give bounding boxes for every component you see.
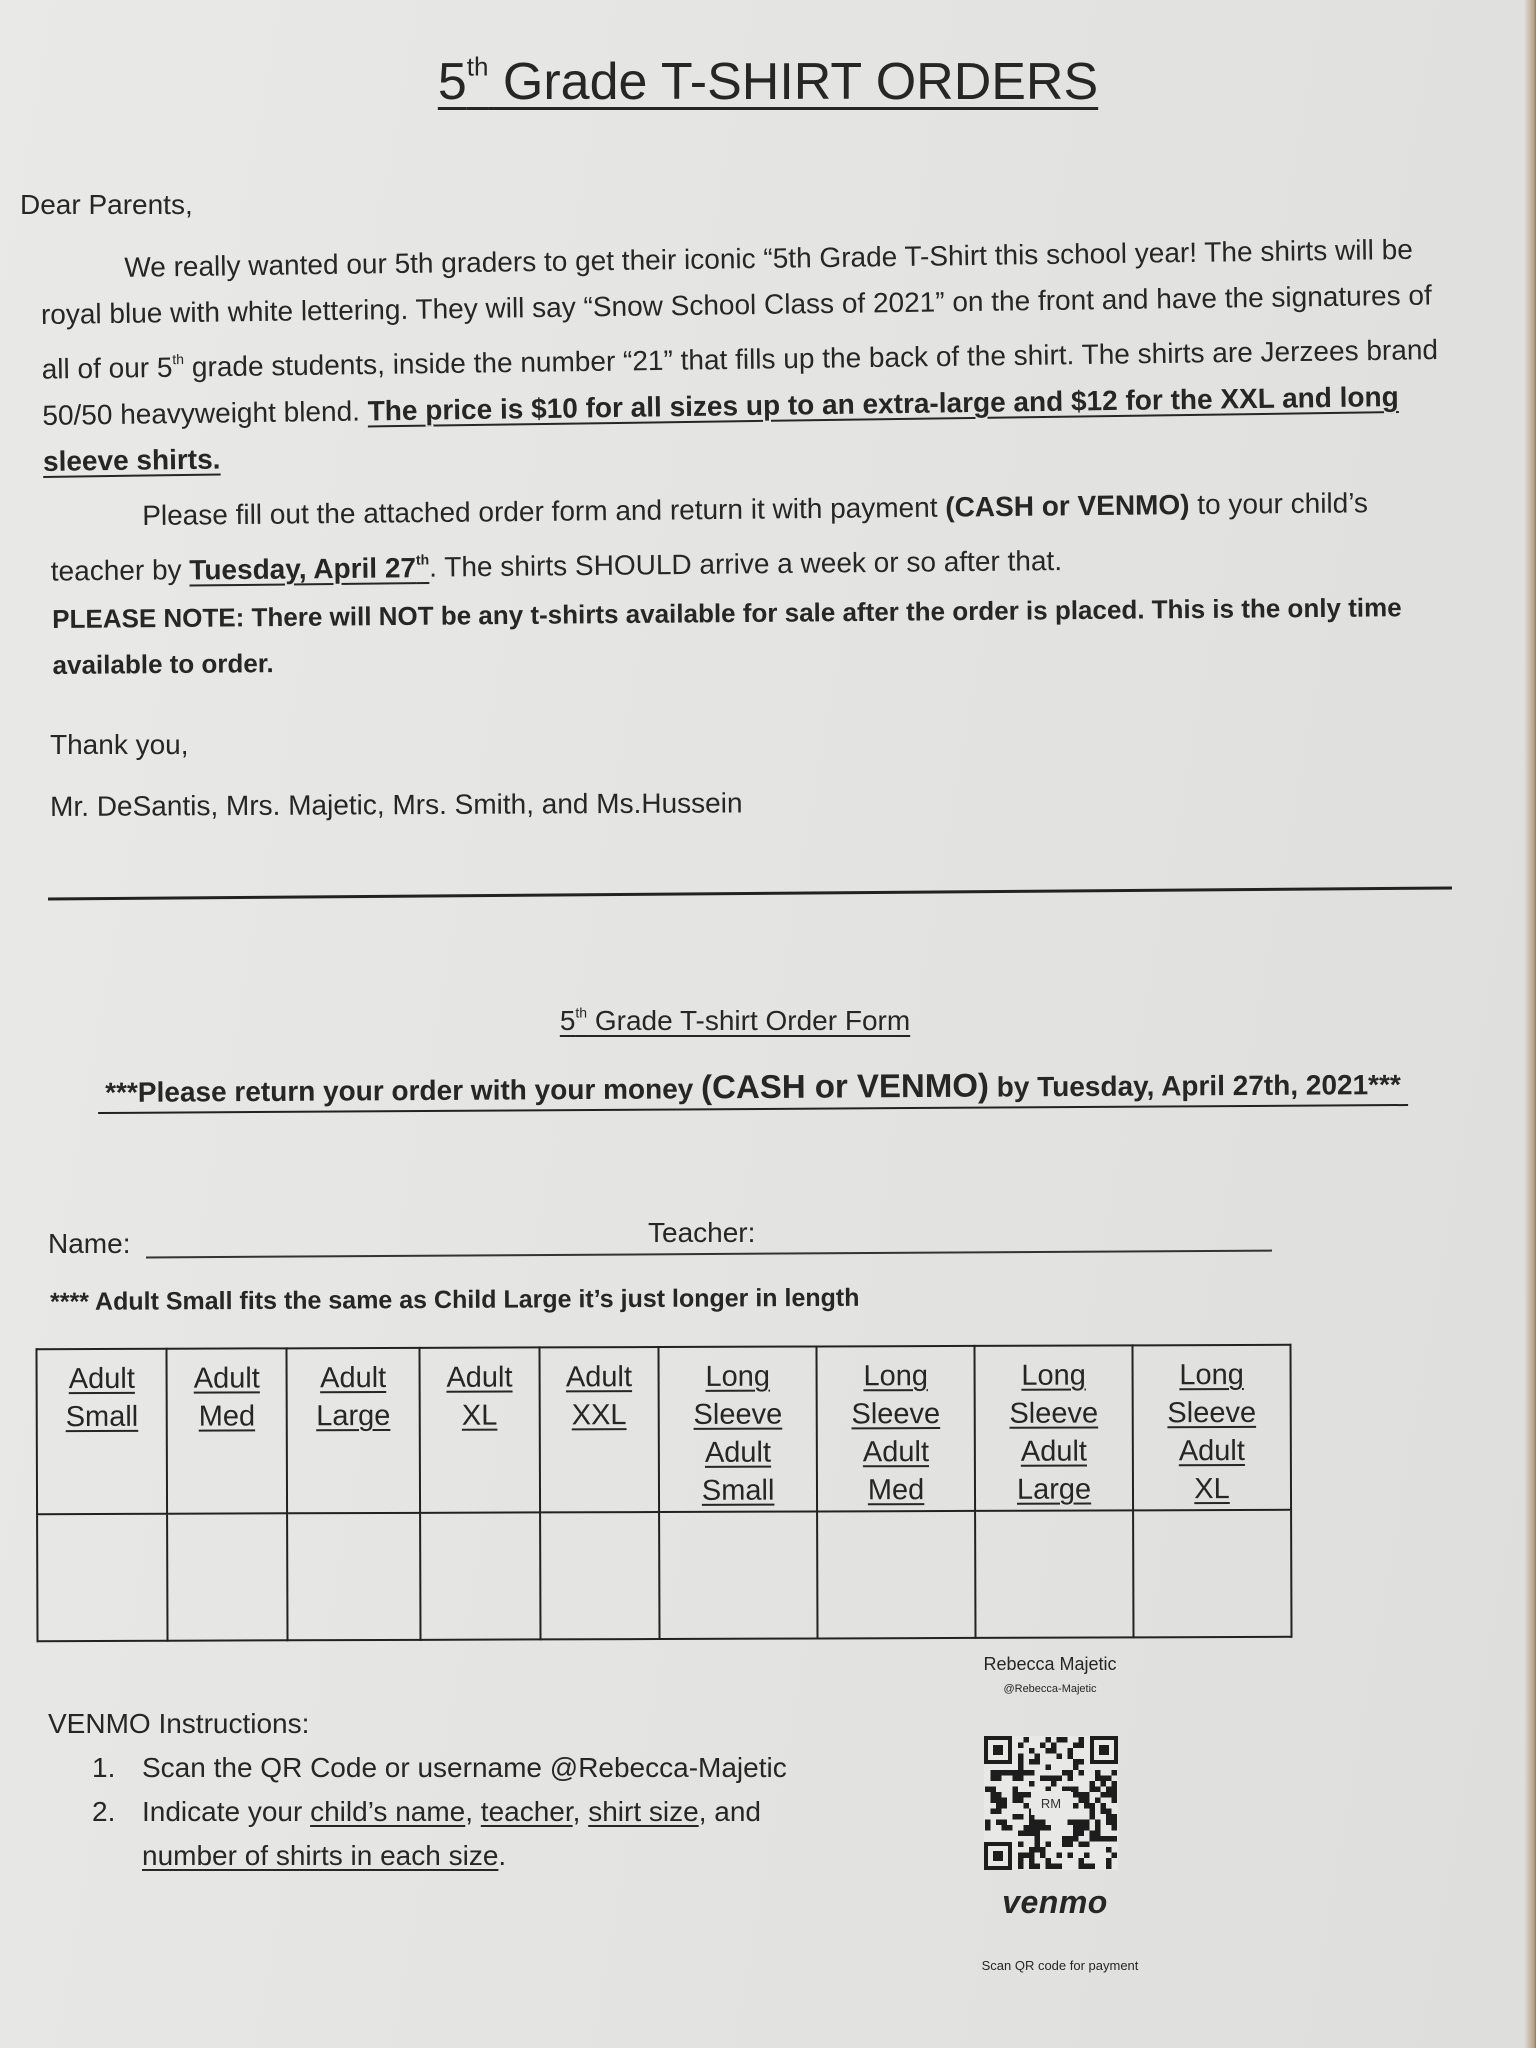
- qr-module: [1090, 1787, 1096, 1793]
- qr-module: [1112, 1853, 1118, 1859]
- qr-module: [1079, 1770, 1085, 1776]
- size-column-header: [36, 1349, 167, 1514]
- qr-module: [991, 1792, 997, 1798]
- qr-module: [1035, 1820, 1041, 1826]
- qr-module: [985, 1825, 991, 1831]
- qr-module: [996, 1792, 1002, 1798]
- qr-module: [996, 1803, 1002, 1809]
- qr-module: [1062, 1842, 1068, 1848]
- qr-module: [1035, 1831, 1041, 1837]
- qr-module: [1018, 1792, 1024, 1798]
- qr-module: [1090, 1803, 1096, 1809]
- qr-module: [1084, 1853, 1090, 1859]
- qr-module: [1029, 1759, 1035, 1765]
- qr-module: [1007, 1825, 1013, 1831]
- qr-module: [1013, 1814, 1019, 1820]
- order-form-title: 5th Grade T-shirt Order Form: [559, 1004, 911, 1036]
- qr-module: [1079, 1831, 1085, 1837]
- qr-module: [1112, 1792, 1118, 1798]
- qr-module: [1106, 1836, 1112, 1842]
- qr-module: [1013, 1776, 1019, 1782]
- qr-module: [1101, 1809, 1107, 1815]
- qr-module: [1084, 1798, 1090, 1804]
- qr-module: [1090, 1836, 1096, 1842]
- qr-module: [1018, 1776, 1024, 1782]
- size-label-line: Sleeve: [851, 1398, 941, 1431]
- qr-module: [1046, 1864, 1052, 1870]
- qr-module: [1040, 1820, 1046, 1826]
- quantity-cell[interactable]: [37, 1514, 168, 1641]
- teacher-label: Teacher:: [648, 1217, 756, 1248]
- size-label-line: Sleeve: [693, 1398, 783, 1431]
- due-date: Tuesday, April 27th: [189, 551, 430, 586]
- qr-module: [1095, 1798, 1101, 1804]
- qr-module: [1018, 1798, 1024, 1804]
- size-column-header: [817, 1346, 976, 1512]
- qr-module: [1051, 1776, 1057, 1782]
- qr-module: [1079, 1858, 1085, 1864]
- qr-module: [1040, 1853, 1046, 1859]
- qr-module: [1112, 1798, 1118, 1804]
- size-label-line: Large: [316, 1399, 391, 1433]
- letter-paragraph-2: Please fill out the attached order form and return it with payment (CASH or VENMO) to your child’s teacher by Tuesday, April 27th. The shirts SHOULD arrive a week or so after that.: [50, 487, 1369, 587]
- return-instruction: ***Please return your order with your money (CASH or VENMO) by Tuesday, April 27th, 2021***: [98, 1064, 1408, 1114]
- qr-module: [996, 1809, 1002, 1815]
- qr-module: [1084, 1820, 1090, 1826]
- qr-module: [1090, 1781, 1096, 1787]
- size-label-line: Med: [198, 1400, 256, 1433]
- qr-module: [1040, 1776, 1046, 1782]
- qr-module: [1112, 1820, 1118, 1826]
- qr-module: [1002, 1798, 1008, 1804]
- qr-module: [1002, 1820, 1008, 1826]
- size-label-line: Adult: [320, 1361, 387, 1395]
- qr-module: [1112, 1836, 1118, 1842]
- qr-module: [1079, 1798, 1085, 1804]
- qr-module: [1013, 1787, 1019, 1793]
- quantity-entry-row: [37, 1510, 1291, 1641]
- qr-module: [1073, 1765, 1079, 1771]
- size-column-header: [659, 1346, 818, 1512]
- qr-module: [1057, 1754, 1063, 1760]
- qr-module: [1095, 1787, 1101, 1793]
- size-label-line: Adult: [862, 1436, 930, 1469]
- qr-module: [1073, 1743, 1079, 1749]
- cut-line: [48, 886, 1452, 900]
- qr-module: [1073, 1825, 1079, 1831]
- qr-module: [1106, 1776, 1112, 1782]
- qr-module: [1073, 1759, 1079, 1765]
- qr-module: [1018, 1853, 1024, 1859]
- name-teacher-line[interactable]: [146, 1250, 1272, 1259]
- quantity-cell[interactable]: [817, 1511, 975, 1639]
- qr-module: [1073, 1836, 1079, 1842]
- qr-module: [1095, 1770, 1101, 1776]
- qr-module: [1106, 1864, 1112, 1870]
- qr-module: [1024, 1831, 1030, 1837]
- size-label-line: Small: [65, 1400, 139, 1434]
- size-label-line: XL: [1194, 1473, 1230, 1506]
- qr-module: [1029, 1781, 1035, 1787]
- qr-module: [1024, 1803, 1030, 1809]
- qr-module: [1084, 1803, 1090, 1809]
- qr-module: [1079, 1842, 1085, 1848]
- qr-module: [1018, 1770, 1024, 1776]
- venmo-step-1: 1. Scan the QR Code or username @Rebecca-Majetic: [92, 1752, 787, 1783]
- qr-module: [1079, 1737, 1085, 1743]
- qr-module: [996, 1776, 1002, 1782]
- qr-module: [1106, 1809, 1112, 1815]
- qr-module: [1073, 1831, 1079, 1837]
- qr-module: [1024, 1737, 1030, 1743]
- qr-module: [1018, 1831, 1024, 1837]
- qr-module: [1079, 1864, 1085, 1870]
- qr-module: [985, 1820, 991, 1826]
- qr-module: [1084, 1864, 1090, 1870]
- qr-module: [996, 1798, 1002, 1804]
- qr-module: [1090, 1864, 1096, 1870]
- qr-module: [1029, 1820, 1035, 1826]
- qr-module: [1018, 1754, 1024, 1760]
- qr-module: [1018, 1858, 1024, 1864]
- qr-module: [1068, 1836, 1074, 1842]
- qr-module: [1095, 1831, 1101, 1837]
- qr-module: [1029, 1831, 1035, 1837]
- size-label-line: XL: [461, 1399, 498, 1432]
- quantity-cell[interactable]: [287, 1513, 421, 1640]
- letter-thanks: Thank you,: [50, 729, 189, 760]
- qr-module: [1095, 1836, 1101, 1842]
- size-label-line: Med: [867, 1474, 925, 1507]
- qr-module: [1029, 1770, 1035, 1776]
- qr-module: [1073, 1803, 1079, 1809]
- paper-edge-shadow: [1524, 0, 1536, 2048]
- quantity-cell[interactable]: [975, 1510, 1133, 1638]
- qr-module: [1112, 1825, 1118, 1831]
- size-label-line: Adult: [68, 1362, 135, 1396]
- qr-module: [1101, 1781, 1107, 1787]
- venmo-step-2: 2. Indicate your child’s name, teacher, shirt size, and: [92, 1796, 761, 1827]
- qr-module: [1101, 1803, 1107, 1809]
- qr-module: [1002, 1770, 1008, 1776]
- size-column-header: [286, 1348, 420, 1513]
- price-statement: The price is $10 for all sizes up to an extra-large and $12 for the XXL and long sleeve shirts.: [42, 380, 1399, 477]
- qr-module: [1090, 1814, 1096, 1820]
- qr-module: [1035, 1847, 1041, 1853]
- qr-module: [1046, 1858, 1052, 1864]
- qr-module: [1018, 1765, 1024, 1771]
- qr-module: [1079, 1825, 1085, 1831]
- qr-module: [1079, 1820, 1085, 1826]
- qr-module: [1079, 1759, 1085, 1765]
- scan-caption: Scan QR code for payment: [981, 1958, 1139, 1973]
- qr-module: [996, 1820, 1002, 1826]
- qr-module: [1029, 1858, 1035, 1864]
- qr-module: [1051, 1743, 1057, 1749]
- size-label-line: Adult: [704, 1436, 772, 1469]
- size-column-header: [1132, 1345, 1291, 1511]
- size-header-row: [36, 1345, 1291, 1514]
- qr-module: [1035, 1759, 1041, 1765]
- quantity-cell[interactable]: [540, 1512, 660, 1639]
- size-label-line: XXL: [571, 1399, 627, 1432]
- qr-module: [1029, 1748, 1035, 1754]
- qr-module: [1035, 1842, 1041, 1848]
- size-label-line: Adult: [1178, 1434, 1245, 1468]
- qr-module: [1046, 1842, 1052, 1848]
- size-label-line: Adult: [1020, 1435, 1087, 1468]
- qr-module: [1007, 1770, 1013, 1776]
- qr-module: [1046, 1737, 1052, 1743]
- page-title: 5th Grade T-SHIRT ORDERS: [437, 52, 1099, 112]
- qr-module: [1095, 1776, 1101, 1782]
- size-label-line: Large: [1016, 1473, 1092, 1506]
- qr-module: [1073, 1792, 1079, 1798]
- qr-module: [991, 1809, 997, 1815]
- qr-module: [1084, 1825, 1090, 1831]
- size-label-line: Adult: [565, 1361, 633, 1394]
- venmo-qr-code[interactable]: [984, 1736, 1118, 1870]
- qr-module: [1035, 1754, 1041, 1760]
- qr-module: [1057, 1737, 1063, 1743]
- qr-module: [991, 1776, 997, 1782]
- qr-module: [1062, 1770, 1068, 1776]
- qr-module: [1035, 1825, 1041, 1831]
- please-note: PLEASE NOTE: There will NOT be any t-shirts available for sale after the order is placed. This is the only time available to order.: [52, 592, 1402, 680]
- qr-module: [985, 1787, 991, 1793]
- qr-module: [1046, 1748, 1052, 1754]
- qr-module: [1068, 1770, 1074, 1776]
- qr-module: [1073, 1820, 1079, 1826]
- name-label: Name:: [48, 1228, 131, 1259]
- qr-module: [1024, 1853, 1030, 1859]
- qr-module: [1002, 1825, 1008, 1831]
- qr-module: [1106, 1792, 1112, 1798]
- qr-module: [1101, 1836, 1107, 1842]
- size-fit-note: **** Adult Small fits the same as Child Large it’s just longer in length: [50, 1283, 860, 1316]
- qr-module: [1051, 1781, 1057, 1787]
- qr-module: [1101, 1776, 1107, 1782]
- quantity-cell[interactable]: [1133, 1510, 1291, 1638]
- qr-module: [1040, 1825, 1046, 1831]
- size-column-header: [539, 1347, 659, 1512]
- qr-module: [1018, 1743, 1024, 1749]
- qr-module: [991, 1787, 997, 1793]
- qr-module: [1106, 1820, 1112, 1826]
- qr-module: [1013, 1798, 1019, 1804]
- qr-module: [1051, 1748, 1057, 1754]
- venmo-steps: [92, 1746, 787, 1878]
- qr-module: [1029, 1847, 1035, 1853]
- qr-module: [1040, 1743, 1046, 1749]
- qr-module: [1079, 1743, 1085, 1749]
- size-label-line: Adult: [193, 1362, 260, 1395]
- qr-module: [1035, 1836, 1041, 1842]
- qr-module: [1112, 1770, 1118, 1776]
- qr-module: [1057, 1864, 1063, 1870]
- qr-module: [1073, 1787, 1079, 1793]
- qr-initials: RM: [1040, 1796, 1062, 1811]
- qr-module: [1002, 1803, 1008, 1809]
- size-column-header: [975, 1345, 1134, 1511]
- qr-module: [996, 1770, 1002, 1776]
- size-label-line: Sleeve: [1009, 1397, 1099, 1430]
- qr-module: [1095, 1825, 1101, 1831]
- letter-greeting: Dear Parents,: [20, 189, 193, 220]
- qr-module: [1029, 1825, 1035, 1831]
- qr-module: [1084, 1842, 1090, 1848]
- size-label-line: Long: [1021, 1359, 1086, 1392]
- qr-module: [1035, 1864, 1041, 1870]
- qr-module: [1018, 1864, 1024, 1870]
- qr-module: [1018, 1814, 1024, 1820]
- qr-module: [1024, 1825, 1030, 1831]
- qr-module: [991, 1770, 997, 1776]
- size-label-line: Long: [705, 1360, 771, 1393]
- size-label-line: Adult: [446, 1361, 513, 1394]
- qr-module: [1057, 1853, 1063, 1859]
- qr-module: [1101, 1792, 1107, 1798]
- qr-module: [1018, 1842, 1024, 1848]
- venmo-instructions-heading: VENMO Instructions:: [48, 1708, 310, 1739]
- size-column-header: [420, 1347, 540, 1512]
- qr-module: [1046, 1825, 1052, 1831]
- qr-module: [1106, 1847, 1112, 1853]
- qr-module: [1068, 1853, 1074, 1859]
- qr-module: [1024, 1770, 1030, 1776]
- qr-module: [1068, 1820, 1074, 1826]
- venmo-logo: venmo: [1002, 1884, 1108, 1920]
- qr-module: [1051, 1864, 1057, 1870]
- qr-module: [1106, 1814, 1112, 1820]
- qr-module: [1062, 1737, 1068, 1743]
- qr-module: [1029, 1864, 1035, 1870]
- qr-module: [1068, 1776, 1074, 1782]
- venmo-step-2-cont: number of shirts in each size.: [142, 1840, 507, 1871]
- qr-module: [1013, 1792, 1019, 1798]
- qr-module: [1095, 1820, 1101, 1826]
- qr-module: [1106, 1787, 1112, 1793]
- size-label-line: Long: [1179, 1358, 1244, 1392]
- qr-module: [1112, 1781, 1118, 1787]
- qr-module: [1090, 1831, 1096, 1837]
- qr-module: [1046, 1776, 1052, 1782]
- venmo-username: @Rebecca-Majetic: [1003, 1683, 1097, 1695]
- qr-module: [1068, 1754, 1074, 1760]
- size-label-line: Small: [701, 1474, 775, 1507]
- qr-module: [1106, 1858, 1112, 1864]
- qr-module: [1090, 1809, 1096, 1815]
- size-label-line: Long: [863, 1360, 928, 1393]
- qr-module: [1018, 1759, 1024, 1765]
- quantity-cell[interactable]: [167, 1513, 287, 1640]
- qr-module: [1068, 1842, 1074, 1848]
- qr-module: [1068, 1748, 1074, 1754]
- letter-signers: Mr. DeSantis, Mrs. Majetic, Mrs. Smith, and Ms.Hussein: [50, 787, 743, 822]
- venmo-account-name: Rebecca Majetic: [983, 1654, 1117, 1674]
- size-column-header: [167, 1348, 287, 1513]
- size-order-table: [35, 1344, 1292, 1642]
- qr-module: [1013, 1770, 1019, 1776]
- qr-module: [1062, 1836, 1068, 1842]
- qr-module: [1046, 1765, 1052, 1771]
- qr-module: [1024, 1792, 1030, 1798]
- size-label-line: Sleeve: [1167, 1396, 1257, 1430]
- qr-module: [991, 1798, 997, 1804]
- quantity-cell[interactable]: [659, 1511, 817, 1639]
- letter-paragraph-1: We really wanted our 5th graders to get their iconic “5th Grade T-Shirt this school year! The shirts will be royal blue with white lettering. They will say “Snow School Class of 2021” on the front and have the signatures of all of our 5th grade students, inside the number “21” that fills up the back of the shirt. The shirts are Jerzees brand 50/50 heavyweight blend. The price is $10 for all sizes up to an extra-large and $12 for the XXL and long sleeve shirts.: [40, 233, 1439, 477]
- qr-module: [1112, 1787, 1118, 1793]
- qr-module: [1029, 1853, 1035, 1859]
- qr-module: [1040, 1847, 1046, 1853]
- qr-module: [1112, 1814, 1118, 1820]
- qr-module: [1084, 1792, 1090, 1798]
- qr-module: [1057, 1776, 1063, 1782]
- qr-module: [1079, 1792, 1085, 1798]
- quantity-cell[interactable]: [420, 1512, 540, 1639]
